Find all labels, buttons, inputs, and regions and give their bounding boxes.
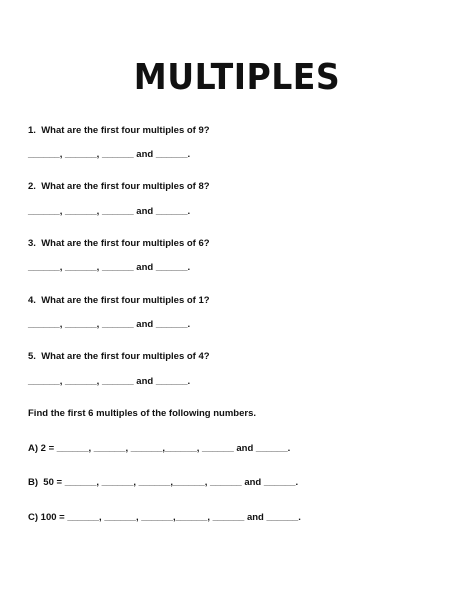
question-3-answer-blanks: ______, ______, ______ and ______.	[28, 262, 191, 273]
question-2-answer-blanks: ______, ______, ______ and ______.	[28, 206, 191, 217]
page-title: MULTIPLES	[133, 57, 341, 98]
question-3-prompt: 3. What are the first four multiples of 6?	[28, 238, 210, 249]
question-1-answer-blanks: ______, ______, ______ and ______.	[28, 149, 191, 160]
part-c-answer-line: C) 100 = ______, ______, ______,______, ______ and ______.	[28, 512, 301, 523]
question-4-prompt: 4. What are the first four multiples of 1?	[28, 295, 210, 306]
question-5-prompt: 5. What are the first four multiples of 4?	[28, 351, 210, 362]
question-1-prompt: 1. What are the first four multiples of 9?	[28, 125, 210, 136]
part-a-answer-line: A) 2 = ______, ______, ______,______, ______ and ______.	[28, 443, 291, 454]
part-b-answer-line: B) 50 = ______, ______, ______,______, ______ and ______.	[28, 477, 299, 488]
question-5-answer-blanks: ______, ______, ______ and ______.	[28, 376, 191, 387]
question-2-prompt: 2. What are the first four multiples of 8?	[28, 181, 210, 192]
question-4-answer-blanks: ______, ______, ______ and ______.	[28, 319, 191, 330]
section-instruction: Find the first 6 multiples of the following numbers.	[28, 408, 257, 419]
